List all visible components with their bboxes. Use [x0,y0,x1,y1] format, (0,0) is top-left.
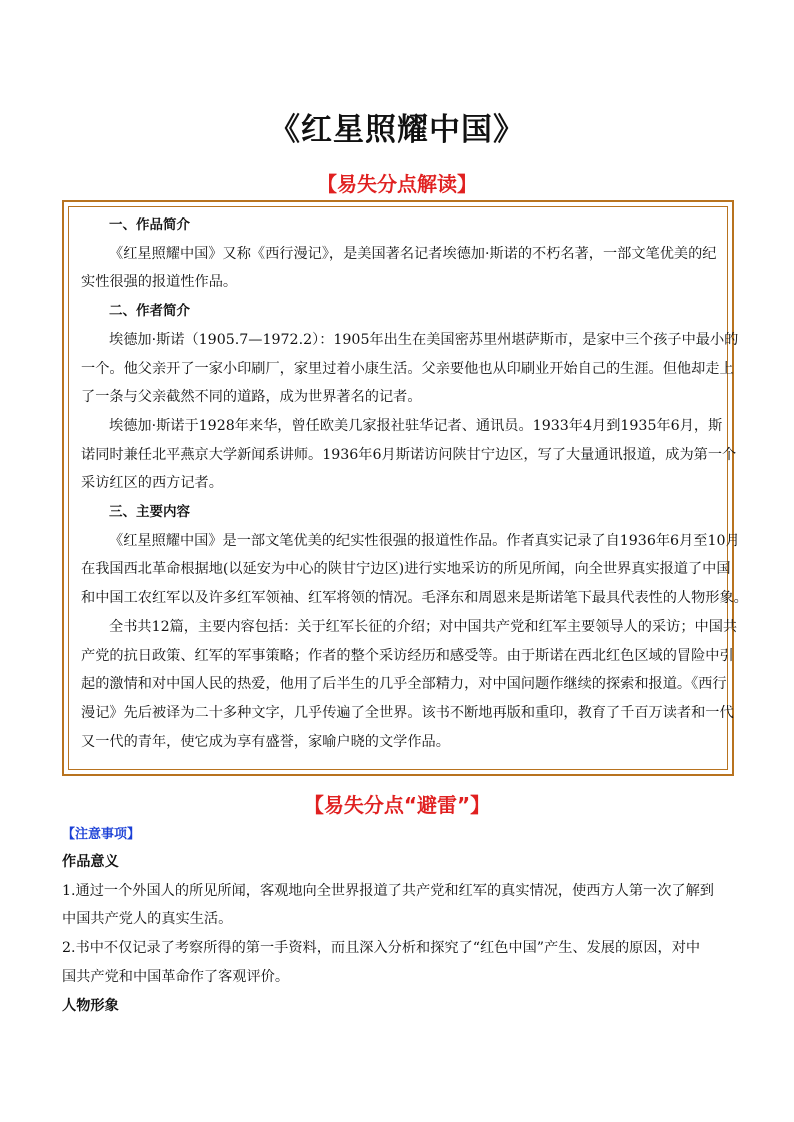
label-character-image: 人物形象 [62,997,119,1014]
paragraph-line: 埃德加·斯诺于1928年来华，曾任欧美几家报社驻华记者、通讯员。1933年4月到1935年6月，斯 [109,417,723,434]
content-box [62,200,748,776]
subheading-author-intro: 二、作者简介 [109,303,190,320]
paragraph-line: 国共产党和中国革命作了客观评价。 [62,968,290,985]
paragraph-line: 采访红区的西方记者。 [81,475,223,492]
paragraph-line: 和中国工农红军以及许多红军领袖、红军将领的情况。毛泽东和周恩来是斯诺笔下最具代表性的人物形象。 [81,590,748,607]
paragraph-line: 一个。他父亲开了一家小印刷厂，家里过着小康生活。父亲要他也从印刷业开始自己的生涯。但他却走上 [81,360,734,377]
section-heading-pitfalls: 【易失分点“避雷”】 [303,793,491,817]
notes-section [62,822,742,1020]
paragraph-line: 中国共产党人的真实生活。 [62,911,233,928]
paragraph-line: 在我国西北革命根据地(以延安为中心的陕甘宁边区)进行实地采访的所见所闻，向全世界真实报道了中国 [81,561,731,578]
paragraph-line: 全书共12篇，主要内容包括：关于红军长征的介绍；对中国共产党和红军主要领导人的采访；中国共 [109,618,738,635]
paragraph-line: 产党的抗日政策、红军的军事策略；作者的整个采访经历和感受等。由于斯诺在西北红色区域的冒险中引 [81,647,734,664]
paragraph-line: 1.通过一个外国人的所见所闻，客观地向全世界报道了共产党和红军的真实情况，使西方人第一次了解到 [62,882,714,899]
label-work-significance: 作品意义 [62,854,119,870]
section-heading-interpretation: 【易失分点解读】 [317,172,477,196]
paragraph-line: 诺同时兼任北平燕京大学新闻系讲师。1936年6月斯诺访问陕甘宁边区，写了大量通讯报道，成为第一个 [81,446,737,463]
page-title: 《红星照耀中国》 [269,112,525,148]
subheading-main-content: 三、主要内容 [109,504,190,521]
subheading-work-intro: 一、作品简介 [109,217,190,233]
paragraph-line: 起的激情和对中国人民的热爱，他用了后半生的几乎全部精力，对中国问题作继续的探索和报道。《西行 [81,676,727,693]
notes-tag: 【注意事项】 [62,827,141,842]
paragraph-line: 埃德加·斯诺（1905.7—1972.2）：1905年出生在美国密苏里州堪萨斯市，是家中三个孩子中最小的 [109,331,739,348]
paragraph-line: 《红星照耀中国》是一部文笔优美的纪实性很强的报道性作品。作者真实记录了自1936年6月至10月 [109,532,740,549]
content-box-inner [68,206,748,770]
paragraph-line: 漫记》先后被译为二十多种文字，几乎传遍了全世界。该书不断地再版和重印，教育了千百万读者和一代 [81,704,734,721]
paragraph-line: 实性很强的报道性作品。 [81,274,238,291]
paragraph-line: 《红星照耀中国》又称《西行漫记》，是美国著名记者埃德加·斯诺的不朽名著，一部文笔优美的纪 [109,245,717,262]
paragraph-line: 了一条与父亲截然不同的道路，成为世界著名的记者。 [81,389,422,406]
paragraph-line: 又一代的青年，使它成为享有盛誉，家喻户晓的文学作品。 [81,733,450,750]
paragraph-line: 2.书中不仅记录了考察所得的第一手资料，而且深入分析和探究了“红色中国”产生、发展的原因，对中 [62,940,701,957]
